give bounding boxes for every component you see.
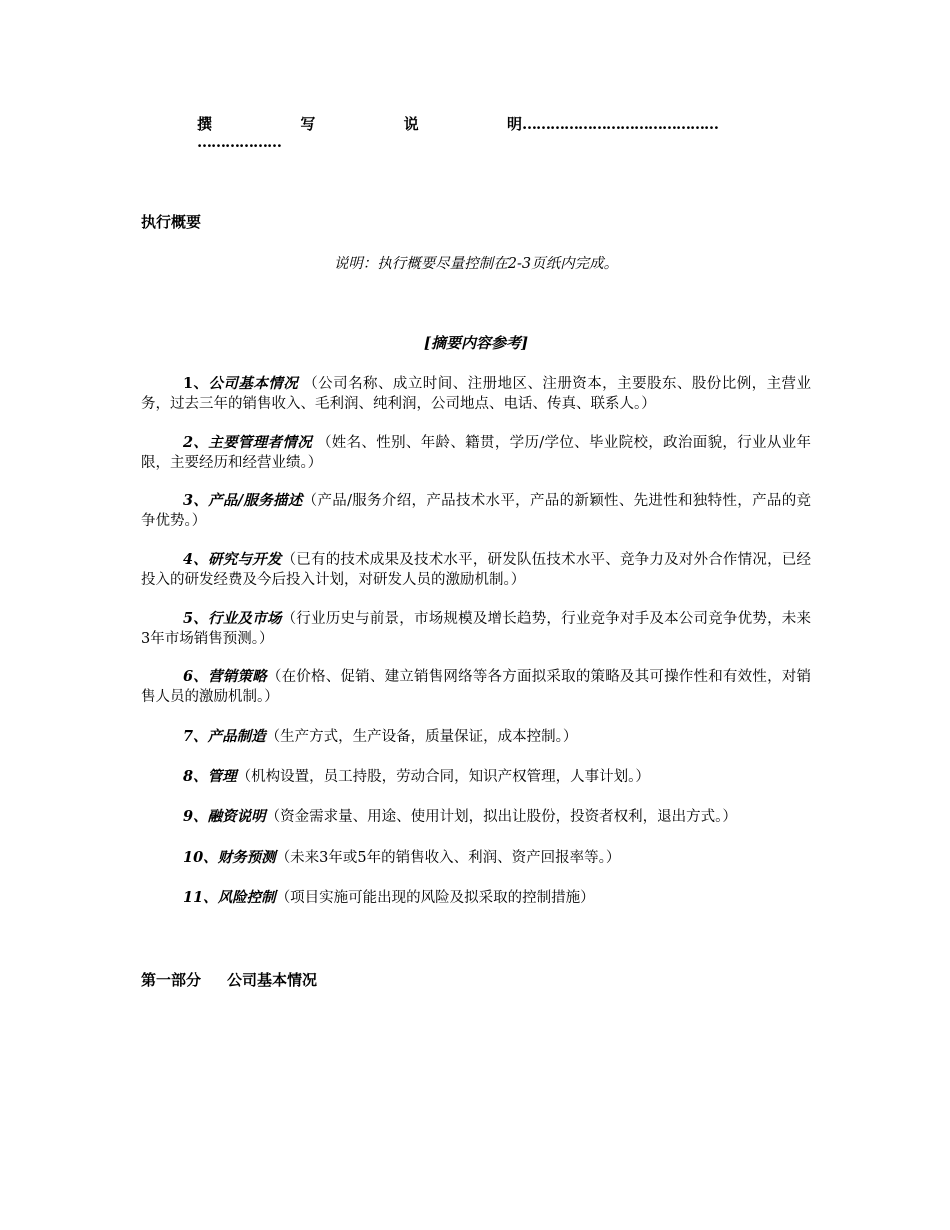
item-number: 4、 (183, 551, 209, 568)
item-text: （未来3年或5年的销售收入、利润、资产回报率等。） (275, 850, 621, 866)
item-lead: 产品/服务描述 (208, 492, 303, 509)
toc-char: 写 (300, 115, 316, 133)
toc-char: 撰 (197, 115, 213, 133)
item-number: 11、 (183, 889, 218, 906)
item-number: 7、 (183, 728, 208, 745)
part-label: 第一部分 (141, 971, 202, 989)
summary-item (141, 609, 811, 649)
summary-reference-title: [摘要内容参考] (423, 334, 529, 352)
item-lead: 研究与开发 (208, 551, 282, 568)
item-text: （公司名称、成立时间、注册地区、注册资本，主要股东、股份比例，主营业务，过去三年的销售收入、毛利润、纯利润，公司地点、电话、传真、联系人。） (141, 376, 811, 412)
item-number: 1、 (183, 375, 209, 392)
summary-item (141, 491, 811, 531)
summary-item (141, 374, 811, 414)
item-number: 3、 (183, 492, 209, 509)
item-text: （在价格、促销、建立销售网络等各方面拟采取的策略及其可操作性和有效性，对销售人员的激励机制。） (141, 669, 812, 705)
summary-item (141, 848, 811, 868)
part-one-heading (141, 970, 317, 990)
part-title: 公司基本情况 (227, 971, 318, 989)
item-text: （项目实施可能出现的风险及拟采取的控制措施） (275, 890, 595, 906)
toc-char: 说 (403, 115, 419, 133)
item-lead: 营销策略 (208, 668, 267, 685)
item-lead: 产品制造 (207, 728, 266, 745)
item-text: （姓名、性别、年龄、籍贯，学历/学位、毕业院校，政治面貌，行业从业年限，主要经历和经营业绩。） (141, 435, 812, 471)
item-lead: 风险控制 (217, 889, 276, 906)
toc-char: 明 (506, 115, 522, 133)
item-text: （已有的技术成果及技术水平，研发队伍技术水平、竞争力及对外合作情况，已经投入的研发经费及今后投入计划，对研发人员的激励机制。） (141, 552, 811, 588)
toc-leader-dots: …………………………………… (522, 115, 718, 133)
summary-item (141, 888, 811, 908)
toc-title (197, 114, 522, 134)
toc-leader-dots-continued: ……………… (197, 133, 281, 151)
item-number: 10、 (183, 849, 218, 866)
summary-item (141, 667, 811, 707)
item-number: 6、 (183, 668, 209, 685)
item-text: （资金需求量、用途、使用计划，拟出让股份，投资者权利，退出方式。） (265, 809, 737, 825)
item-number: 2、 (183, 434, 209, 451)
item-lead: 公司基本情况 (208, 375, 299, 392)
summary-item (141, 807, 811, 827)
item-number: 9、 (183, 808, 208, 825)
summary-item (141, 433, 811, 473)
item-text: （生产方式，生产设备，质量保证，成本控制。） (265, 729, 578, 745)
item-number: 8、 (183, 768, 208, 785)
summary-note: 说明：执行概要尽量控制在2-3页纸内完成。 (333, 256, 619, 272)
item-lead: 行业及市场 (208, 610, 282, 627)
item-lead: 管理 (207, 768, 237, 785)
summary-item (141, 550, 811, 590)
item-text: （行业历史与前景，市场规模及增长趋势，行业竞争对手及本公司竞争优势，未来3年市场销售预测。） (141, 611, 811, 647)
summary-item (141, 727, 811, 747)
item-lead: 财务预测 (217, 849, 276, 866)
item-number: 5、 (183, 610, 209, 627)
item-lead: 融资说明 (207, 808, 266, 825)
item-text: （机构设置，员工持股，劳动合同，知识产权管理，人事计划。） (236, 769, 650, 785)
executive-summary-heading: 执行概要 (141, 213, 202, 231)
summary-item (141, 767, 811, 787)
item-text: （产品/服务介绍，产品技术水平，产品的新颖性、先进性和独特性，产品的竞争优势。） (141, 493, 812, 529)
toc-entry[interactable] (197, 114, 797, 134)
item-lead: 主要管理者情况 (208, 434, 313, 451)
